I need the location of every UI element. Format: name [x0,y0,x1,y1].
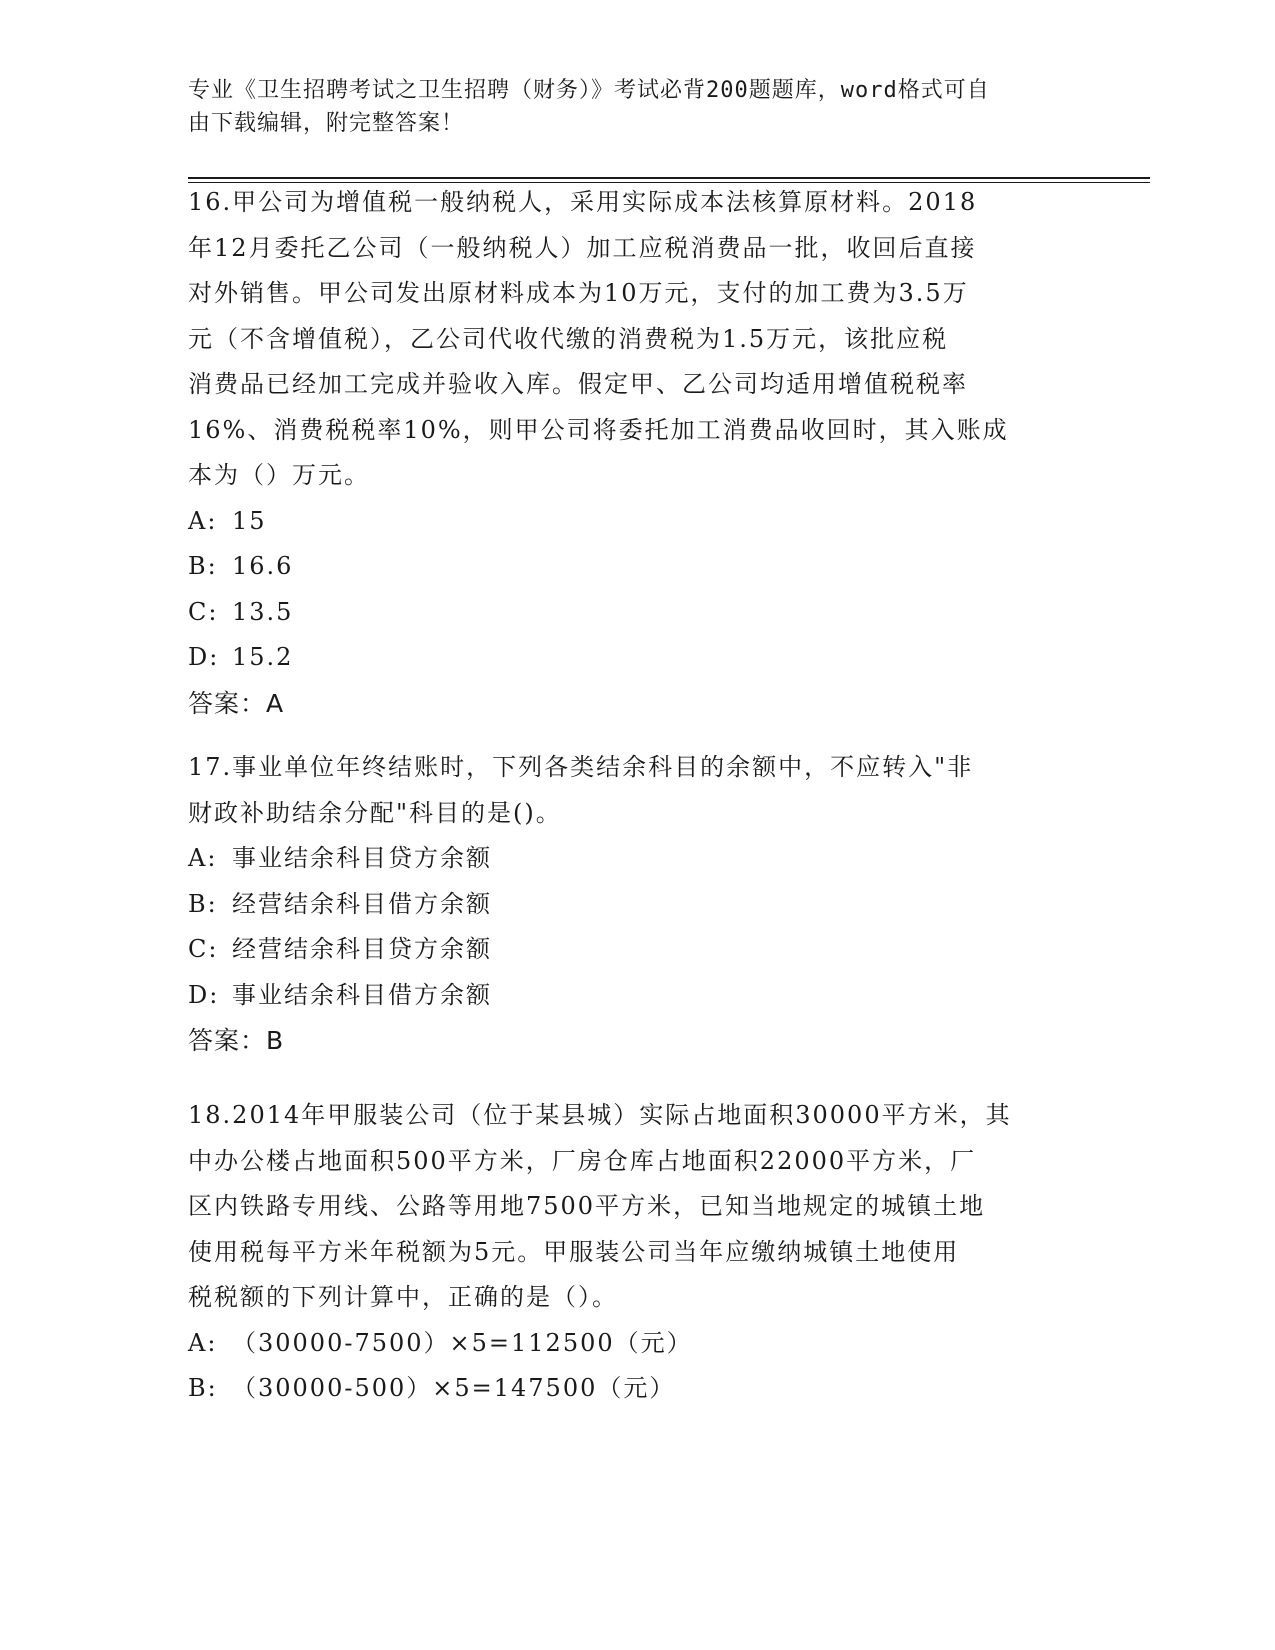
option-text: （30000-500）×5=147500（元） [232,1374,676,1402]
option-b [188,882,1088,928]
question-text-line: 消费品已经加工完成并验收入库。假定甲、乙公司均适用增值税税率 [188,370,968,398]
option-text: 事业结余科目贷方余额 [232,844,492,872]
question-text-line: 17.事业单位年终结账时，下列各类结余科目的余额中，不应转入"非 [188,753,974,781]
question-17 [188,745,1088,1064]
question-text-line: 年12月委托乙公司（一般纳税人）加工应税消费品一批，收回后直接 [188,233,977,262]
option-a [188,1321,1088,1367]
option-letter: B: [188,889,218,918]
question-text-line: 区内铁路专用线、公路等用地7500平方米，已知当地规定的城镇土地 [188,1192,986,1220]
option-text: 16.6 [232,552,294,580]
option-letter: B: [188,552,218,580]
answer-line: 答案：A [188,688,285,718]
option-text: 经营结余科目借方余额 [232,889,492,918]
question-text-line: 使用税每平方米年税额为5元。甲服装公司当年应缴纳城镇土地使用 [188,1237,960,1266]
option-text: 15.2 [232,643,294,671]
option-b [188,544,1088,590]
option-c [188,927,1088,973]
option-c [188,590,1088,636]
option-text: 经营结余科目贷方余额 [232,935,492,963]
header-divider-thick [188,177,1150,179]
option-letter: A: [188,844,218,872]
question-text-line: 18.2014年甲服装公司（位于某县城）实际占地面积30000平方米，其 [188,1101,1012,1129]
option-text: 15 [232,506,267,535]
option-d [188,635,1088,681]
option-letter: C: [188,597,219,626]
question-text-line: 中办公楼占地面积500平方米，厂房仓库占地面积22000平方米，厂 [188,1146,977,1175]
option-letter: B: [188,1374,218,1402]
answer-line: 答案：B [188,1026,285,1055]
option-a [188,499,1088,545]
option-letter: D: [188,643,220,671]
question-text-line: 元（不含增值税），乙公司代收代缴的消费税为1.5万元，该批应税 [188,324,949,353]
document-header [188,74,1068,140]
option-text: 事业结余科目借方余额 [232,980,492,1009]
question-16 [188,180,1088,727]
option-a [188,836,1088,882]
option-d [188,973,1088,1019]
header-line-2: 由下载编辑，附完整答案！ [188,111,465,136]
question-text-line: 对外销售。甲公司发出原材料成本为10万元，支付的加工费为3.5万 [188,279,969,307]
question-text-line: 财政补助结余分配"科目的是()。 [188,798,562,827]
option-letter: A: [188,506,218,535]
question-text-line: 16%、消费税税率10%，则甲公司将委托加工消费品收回时，其入账成 [188,415,1009,444]
option-text: （30000-7500）×5=112500（元） [232,1328,693,1357]
option-b [188,1366,1088,1412]
option-letter: A: [188,1328,218,1357]
question-18 [188,1093,1088,1412]
option-letter: C: [188,935,219,963]
question-text-line: 16.甲公司为增值税一般纳税人，采用实际成本法核算原材料。2018 [188,188,978,216]
question-text-line: 税税额的下列计算中，正确的是（）。 [188,1283,618,1311]
option-letter: D: [188,980,220,1009]
question-text-line: 本为（）万元。 [188,461,370,489]
option-text: 13.5 [232,597,294,626]
header-line-1: 专业《卫生招聘考试之卫生招聘（财务）》考试必背200题题库，word格式可自 [188,78,990,103]
